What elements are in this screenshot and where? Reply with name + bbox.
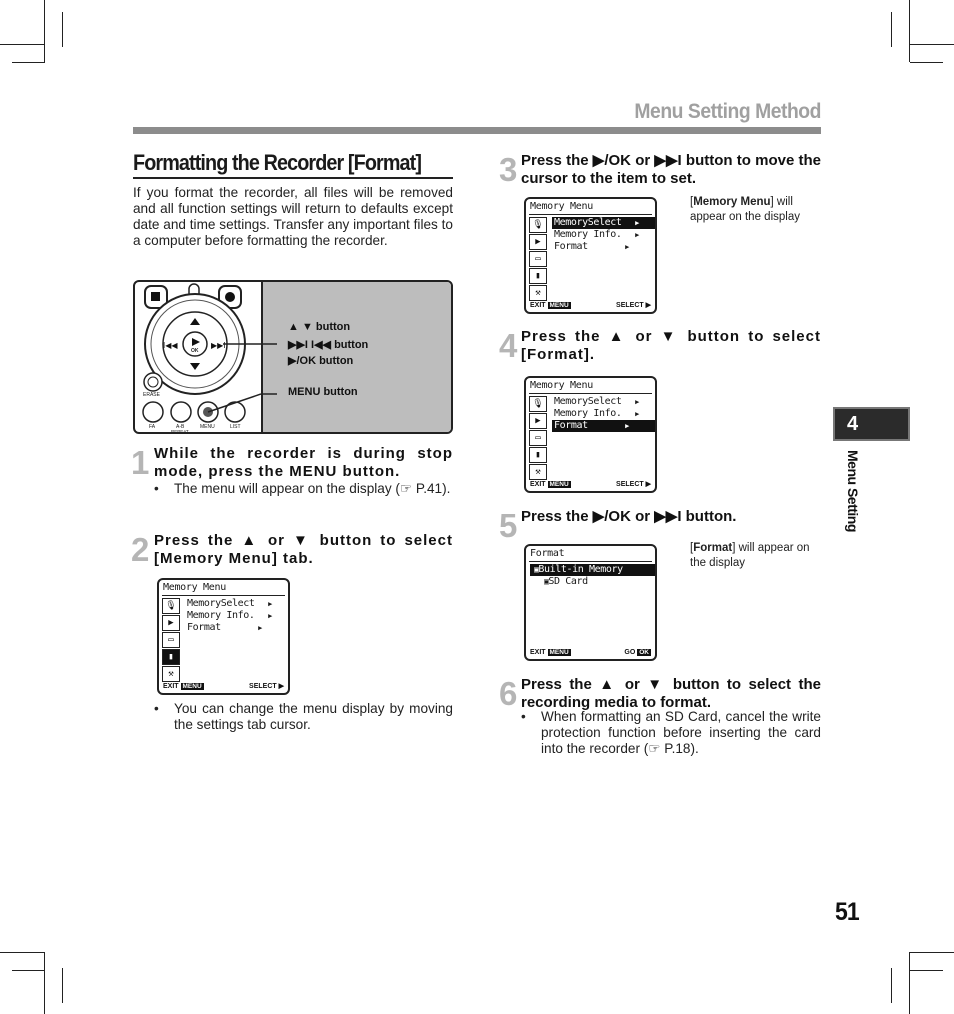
- display-icon: ▭: [529, 430, 547, 446]
- footer-exit: EXIT: [530, 649, 546, 656]
- note-rest: ] will appear on the display: [690, 542, 810, 569]
- crop-mark: [44, 952, 45, 1014]
- arrow-icon: ▶: [635, 398, 639, 406]
- crop-mark: [44, 0, 45, 62]
- footer-exit: EXIT: [530, 480, 546, 488]
- header-bar: [133, 127, 821, 134]
- ok-label: OK: [191, 348, 199, 354]
- step-text: Press the ▲ or ▼ button to select [Format].: [521, 328, 821, 363]
- menu-item-label: Format: [187, 622, 221, 633]
- play-icon: ▶: [529, 413, 547, 429]
- menu-btn-label: MENU: [200, 424, 215, 430]
- list-label: LIST: [230, 424, 241, 430]
- footer-ok-box: OK: [639, 649, 649, 656]
- callout-lines: [261, 282, 281, 434]
- screen-footer: [530, 649, 651, 656]
- fa-label: FA: [149, 424, 156, 430]
- ab-label: A-B: [176, 424, 185, 430]
- arrow-icon: ▶: [268, 612, 272, 620]
- arrow-icon: ▶: [625, 422, 629, 430]
- screen-divider: [162, 595, 285, 596]
- chapter-tab: 4: [833, 407, 910, 441]
- label-play-ok: ▶/OK button: [288, 355, 354, 367]
- media-option: [530, 576, 655, 588]
- screen-title: Memory Menu: [530, 201, 593, 212]
- lcd-screen-memory-menu: [524, 197, 657, 314]
- footer-select: SELECT: [616, 481, 644, 488]
- erase-label: ERASE: [143, 392, 160, 398]
- screen-divider: [529, 214, 652, 215]
- screen-footer: EXIT MENU SELECT ▶: [530, 301, 651, 309]
- screen-items: [530, 564, 655, 588]
- page-title: Formatting the Recorder [Format]: [133, 150, 422, 175]
- step-number: 5: [499, 507, 517, 544]
- screen-title: Memory Menu: [163, 582, 226, 593]
- menu-item-label: MemorySelect: [187, 598, 255, 609]
- crop-mark: [909, 952, 910, 1014]
- mic-icon: 🎙: [529, 396, 547, 412]
- menu-item: [552, 241, 655, 253]
- screen-divider: [529, 393, 652, 394]
- menu-item: [185, 622, 288, 634]
- media-option-label: SD Card: [548, 576, 588, 587]
- bullet-text: You can change the menu display by moving the settings tab cursor.: [174, 701, 453, 732]
- menu-item-label: MemorySelect: [554, 396, 622, 407]
- intro-paragraph: If you format the recorder, all files will be removed and all function settings will return to defaults except date and time settings. Transfer any important files to a computer before formatting the recorder.: [133, 185, 453, 248]
- crop-mark: [909, 0, 910, 62]
- note-rest: ] will appear on the display: [690, 196, 800, 223]
- footer-menu-box: MENU: [549, 301, 569, 309]
- wrench-icon: ⚒: [529, 285, 547, 301]
- screen-tabs: [529, 396, 548, 481]
- menu-item: [552, 229, 655, 241]
- menu-item-label: Memory Info.: [554, 229, 622, 240]
- label-skip: ▶▶I I◀◀ button: [288, 339, 369, 351]
- menu-item-selected: [552, 217, 655, 229]
- step-bullet: [154, 701, 453, 733]
- lcd-screen-format: [524, 544, 657, 661]
- step-number: 2: [131, 531, 149, 568]
- note-bold: Format: [693, 542, 733, 554]
- bullet-dot: •: [154, 701, 159, 716]
- arrow-icon: ▶: [258, 624, 262, 632]
- page-number: 51: [835, 898, 859, 926]
- sd-icon: ▣: [544, 577, 549, 586]
- screen-items: [185, 598, 288, 634]
- recorder-buttons-drawing: [135, 282, 261, 434]
- step-text: Press the ▶/OK or ▶▶I button.: [521, 508, 737, 525]
- screen-title: Memory Menu: [530, 380, 593, 391]
- footer-menu-box: MENU: [549, 480, 569, 488]
- menu-item: [185, 598, 288, 610]
- mic-icon: 🎙: [529, 217, 547, 233]
- step-number: 1: [131, 444, 149, 481]
- label-menu: MENU button: [288, 386, 358, 398]
- section-header: Menu Setting Method: [634, 100, 821, 123]
- arrow-icon: ▶: [635, 219, 639, 227]
- crop-mark: [0, 44, 44, 45]
- footer-menu-box: MENU: [182, 682, 202, 690]
- menu-item: [185, 610, 288, 622]
- crop-mark: [891, 968, 892, 1003]
- step-text: While the recorder is during stop mode, press the MENU button.: [154, 445, 453, 480]
- menu-item: [552, 396, 655, 408]
- sd-card-icon: ▮: [529, 447, 547, 463]
- repeat-label: REPEAT: [171, 429, 189, 434]
- footer-select: SELECT: [616, 302, 644, 309]
- lcd-screen-memory-menu: [157, 578, 290, 695]
- footer-menu-box: MENU: [549, 649, 569, 656]
- arrow-icon: ▶: [635, 410, 639, 418]
- wrench-icon: ⚒: [529, 464, 547, 480]
- step-text: Press the ▲ or ▼ button to select the recording media to format.: [521, 676, 821, 711]
- menu-item-selected: [552, 420, 655, 432]
- recorder-illustration: [133, 280, 453, 434]
- screen-items: [552, 217, 655, 253]
- bullet-dot: •: [521, 709, 526, 724]
- media-option-selected: [530, 564, 655, 576]
- crop-mark: [910, 62, 943, 63]
- menu-item-label: Memory Info.: [187, 610, 255, 621]
- screen-note: [Format] will appear on the display: [690, 542, 810, 569]
- step-number: 6: [499, 675, 517, 712]
- mic-icon: 🎙: [162, 598, 180, 614]
- arrow-icon: ▶: [635, 231, 639, 239]
- screen-title: Format: [530, 548, 565, 559]
- crop-mark: [62, 12, 63, 47]
- screen-note: [Memory Menu] will appear on the display: [690, 196, 800, 223]
- play-icon: ▶: [529, 234, 547, 250]
- menu-item-label: Memory Info.: [554, 408, 622, 419]
- crop-mark: [910, 970, 943, 971]
- footer-exit: EXIT: [163, 682, 179, 690]
- memory-icon: ▣: [534, 565, 539, 574]
- step-number: 4: [499, 327, 517, 364]
- crop-mark: [910, 44, 954, 45]
- chapter-label: Menu Setting: [845, 450, 861, 532]
- step-text: Press the ▲ or ▼ button to select [Memory Menu] tab.: [154, 532, 453, 567]
- menu-item-label: Format: [554, 241, 588, 252]
- screen-footer: EXIT MENU SELECT ▶: [530, 480, 651, 488]
- wrench-icon: ⚒: [162, 666, 180, 682]
- menu-item: [552, 408, 655, 420]
- crop-mark: [910, 952, 954, 953]
- screen-footer: EXIT MENU SELECT ▶: [163, 682, 284, 690]
- arrow-icon: ▶: [268, 600, 272, 608]
- sd-card-icon: ▮: [529, 268, 547, 284]
- crop-mark: [62, 968, 63, 1003]
- bullet-text: When formatting an SD Card, cancel the write protection function before inserting the card into the recorder (☞ P.18).: [541, 709, 821, 756]
- footer-exit: EXIT: [530, 301, 546, 309]
- step-text: Press the ▶/OK or ▶▶I button to move the cursor to the item to set.: [521, 152, 821, 187]
- media-option-label: Built-in Memory: [538, 564, 623, 575]
- step-bullet: [154, 481, 453, 497]
- svg-text:▶▶I: ▶▶I: [211, 341, 226, 350]
- screen-tabs: [162, 598, 181, 683]
- lcd-screen-memory-menu: [524, 376, 657, 493]
- screen-tabs: [529, 217, 548, 302]
- sd-card-icon: ▮: [162, 649, 180, 665]
- crop-mark: [12, 62, 45, 63]
- title-divider: [133, 177, 453, 179]
- note-bold: Memory Menu: [693, 196, 771, 208]
- step-bullet: [521, 709, 821, 757]
- display-icon: ▭: [529, 251, 547, 267]
- screen-divider: [529, 561, 652, 562]
- crop-mark: [0, 952, 44, 953]
- display-icon: ▭: [162, 632, 180, 648]
- footer-select: SELECT: [249, 683, 277, 690]
- svg-text:I◀◀: I◀◀: [163, 341, 178, 350]
- play-icon: ▶: [162, 615, 180, 631]
- footer-go: GO: [624, 649, 636, 656]
- screen-items: [552, 396, 655, 432]
- crop-mark: [891, 12, 892, 47]
- bullet-text: The menu will appear on the display (☞ P.41).: [174, 481, 451, 496]
- crop-mark: [12, 970, 45, 971]
- arrow-icon: ▶: [625, 243, 629, 251]
- step-number: 3: [499, 151, 517, 188]
- label-up-down: ▲ ▼ button: [288, 321, 351, 333]
- menu-item-label: Format: [554, 420, 588, 431]
- menu-item-label: MemorySelect: [554, 217, 622, 228]
- bullet-dot: •: [154, 481, 159, 496]
